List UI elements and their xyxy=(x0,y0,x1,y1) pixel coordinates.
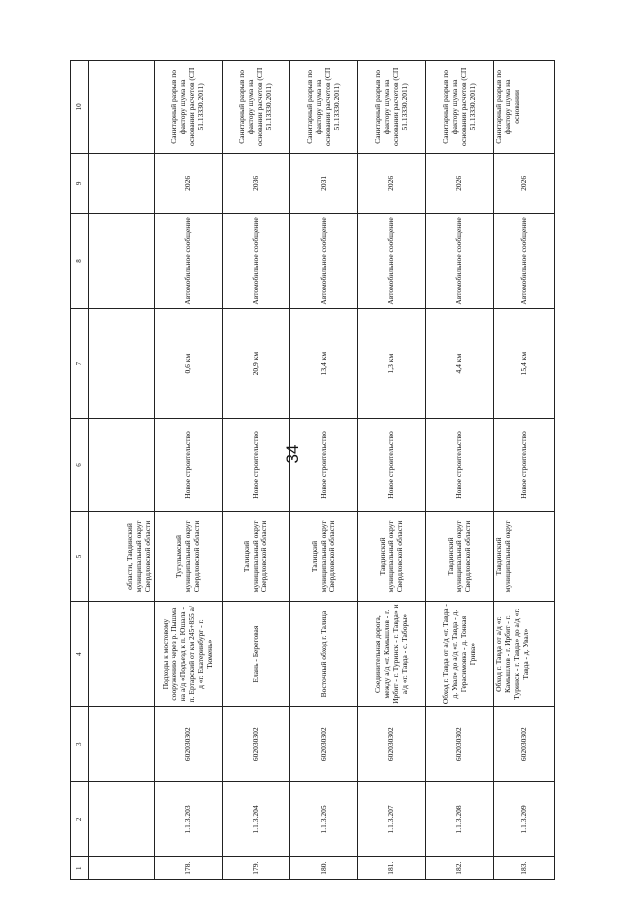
col-header: 5 xyxy=(71,511,89,601)
col-header: 2 xyxy=(71,782,89,857)
cell-name: Соединительная дорога, между а/д «г. Камышлов - г. Ирбит - г. Туринск - г. Тавда» и а/д «г. Тавда - с. Таборы» xyxy=(358,602,426,707)
cell-empty xyxy=(88,213,154,308)
cell-length: 1,3 км xyxy=(358,309,426,419)
cell-okato: 602030302 xyxy=(222,707,290,782)
cell-code: 1.1.3.203 xyxy=(154,782,222,857)
col-header: 3 xyxy=(71,707,89,782)
cell-work: Новое строительство xyxy=(290,419,358,512)
rotated-table-container xyxy=(70,60,555,880)
cell-district: области, Тавдинский муниципальный округ Свердловской области xyxy=(88,511,154,601)
cell-purpose: Автомобильное сообщение xyxy=(290,213,358,308)
cell-name: Обход г. Тавда от а/д «г. Камышлов - г. Ирбит - г. Туринск - г. Тавда» до а/д «г. Тавда - д. Увал» xyxy=(494,602,555,707)
cell-district: Талицкий муниципальный округ Свердловской области xyxy=(222,511,290,601)
cell-year: 2026 xyxy=(426,153,494,213)
page-number: 34 xyxy=(283,444,302,464)
cell-empty xyxy=(88,153,154,213)
column-number-row xyxy=(71,61,89,880)
cell-work: Новое строительство xyxy=(154,419,222,512)
cell-okato: 602030302 xyxy=(290,707,358,782)
cell-name: Восточный обход г. Талица xyxy=(290,602,358,707)
cell-work: Новое строительство xyxy=(222,419,290,512)
table-row xyxy=(426,61,494,880)
cell-district: Талицкий муниципальный округ Свердловской области xyxy=(290,511,358,601)
cell-zone: Санитарный разрыв по фактору шума на основании расчетов (СП 51.13330.2011) xyxy=(426,61,494,154)
cell-okato: 602030302 xyxy=(426,707,494,782)
cell-num: 181. xyxy=(358,857,426,880)
cell-zone: Санитарный разрыв по фактору шума на основании xyxy=(494,61,555,154)
cell-purpose: Автомобильное сообщение xyxy=(494,213,555,308)
cell-district: Тавдинский муниципальный округ Свердловской области xyxy=(358,511,426,601)
table-row xyxy=(222,61,290,880)
cell-district: Тавдинский муниципальный округ Свердловской области xyxy=(426,511,494,601)
cell-length: 15,4 км xyxy=(494,309,555,419)
cell-okato: 602030302 xyxy=(494,707,555,782)
table-row xyxy=(154,61,222,880)
cell-num: 179. xyxy=(222,857,290,880)
table-row xyxy=(290,61,358,880)
col-header: 10 xyxy=(71,61,89,154)
cell-purpose: Автомобильное сообщение xyxy=(154,213,222,308)
cell-length: 20,9 км xyxy=(222,309,290,419)
cell-empty xyxy=(88,419,154,512)
cell-num: 182. xyxy=(426,857,494,880)
col-header: 8 xyxy=(71,213,89,308)
cell-okato: 602030302 xyxy=(154,707,222,782)
cell-empty xyxy=(88,61,154,154)
cell-code: 1.1.3.207 xyxy=(358,782,426,857)
cell-district: Тавдинский муниципальный округ xyxy=(494,511,555,601)
cell-code: 1.1.3.209 xyxy=(494,782,555,857)
cell-name: Обход г. Тавда от а/д «г. Тавда - д. Увал» до а/д «г. Тавда - д. Герасимовка - д. Тонкая Грива» xyxy=(426,602,494,707)
cell-district: Тугулымский муниципальный округ Свердловской области xyxy=(154,511,222,601)
continued-row xyxy=(88,61,154,880)
cell-length: 13,4 км xyxy=(290,309,358,419)
roads-table xyxy=(70,60,555,880)
cell-empty xyxy=(88,602,154,707)
col-header: 4 xyxy=(71,602,89,707)
cell-year: 2031 xyxy=(290,153,358,213)
cell-zone: Санитарный разрыв по фактору шума на основании расчетов (СП 51.13330.2011) xyxy=(222,61,290,154)
cell-name: Подходы к мостовому сооружению через р. Пышма на а/д «Подъезд к п. Юшала - п. Ертарский от км 245+855 а/д «г. Екатеринбург - г. Тюмень» xyxy=(154,602,222,707)
cell-zone: Санитарный разрыв по фактору шума на основании расчетов (СП 51.13330.2011) xyxy=(290,61,358,154)
cell-num: 183. xyxy=(494,857,555,880)
cell-name: Елань - Береговая xyxy=(222,602,290,707)
cell-year: 2026 xyxy=(154,153,222,213)
cell-year: 2026 xyxy=(494,153,555,213)
col-header: 1 xyxy=(71,857,89,880)
cell-num: 178. xyxy=(154,857,222,880)
table-row xyxy=(358,61,426,880)
cell-code: 1.1.3.205 xyxy=(290,782,358,857)
col-header: 6 xyxy=(71,419,89,512)
cell-length: 0,6 км xyxy=(154,309,222,419)
cell-zone: Санитарный разрыв по фактору шума на основании расчетов (СП 51.13330.2011) xyxy=(154,61,222,154)
cell-year: 2036 xyxy=(222,153,290,213)
col-header: 9 xyxy=(71,153,89,213)
cell-empty xyxy=(88,309,154,419)
cell-code: 1.1.3.204 xyxy=(222,782,290,857)
cell-work: Новое строительство xyxy=(426,419,494,512)
col-header: 7 xyxy=(71,309,89,419)
cell-empty xyxy=(88,857,154,880)
cell-length: 4,4 км xyxy=(426,309,494,419)
cell-zone: Санитарный разрыв по фактору шума на основании расчетов (СП 51.13330.2011) xyxy=(358,61,426,154)
cell-num: 180. xyxy=(290,857,358,880)
cell-empty xyxy=(88,707,154,782)
cell-okato: 602030302 xyxy=(358,707,426,782)
cell-code: 1.1.3.208 xyxy=(426,782,494,857)
cell-purpose: Автомобильное сообщение xyxy=(222,213,290,308)
cell-purpose: Автомобильное сообщение xyxy=(358,213,426,308)
cell-work: Новое строительство xyxy=(358,419,426,512)
cell-work: Новое строительство xyxy=(494,419,555,512)
table-row xyxy=(494,61,555,880)
cell-year: 2026 xyxy=(358,153,426,213)
cell-purpose: Автомобильное сообщение xyxy=(426,213,494,308)
cell-empty xyxy=(88,782,154,857)
